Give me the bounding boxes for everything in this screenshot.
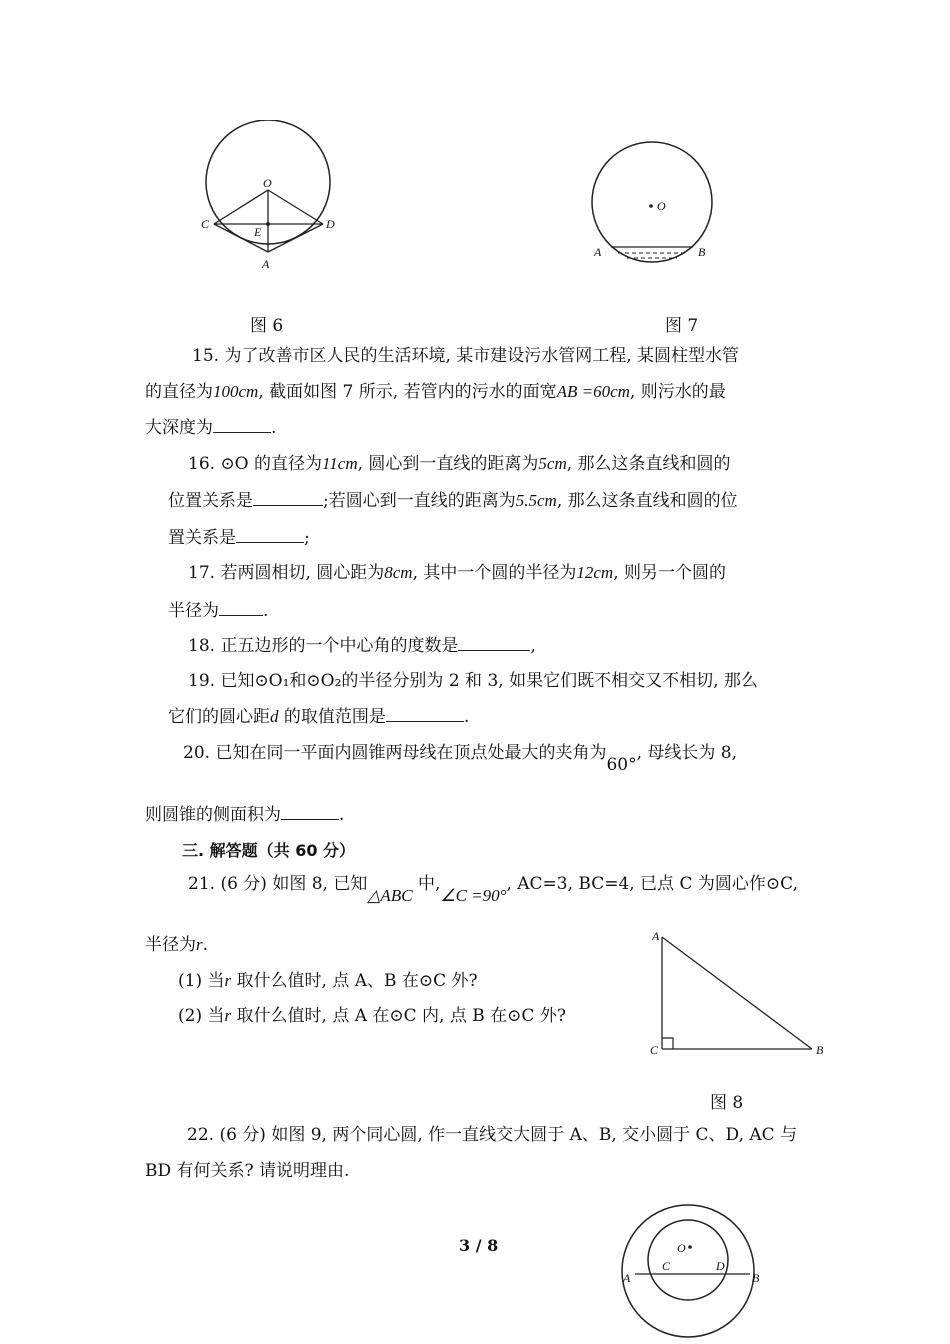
fig8-right-angle-mark [662,1038,673,1049]
fig6-label-e: E [254,225,262,239]
fig9-label-a: A [623,1271,631,1285]
fig6-line-da [268,224,323,252]
q18-line-1: 18. 正五边形的一个中心角的度数是 , [188,636,536,656]
q19-line-1: 19. 已知⊙O₁和⊙O₂的半径分别为 2 和 3, 如果它们既不相交又不相切, 那么 [188,671,758,691]
fig9-label-b: B [752,1271,760,1285]
q16-answer-blank-1[interactable] [253,491,323,506]
fig6-point-e [266,222,270,226]
q22-line-1: 22. (6 分) 如图 9, 两个同心圆, 作一直线交大圆于 A、B, 交小圆于 C、D, AC 与 [187,1125,798,1145]
q22-line-2: BD 有何关系? 请说明理由. [145,1161,350,1181]
fig6-label-d: D [326,217,335,231]
fig8-label-c: C [650,1043,659,1057]
q21-part-1: (1) 当r 取什么值时, 点 A、B 在⊙C 外? [178,971,478,991]
fig7-label-o: O [657,199,666,213]
fig9-center-dot [688,1245,692,1249]
figure-7-caption: 图 7 [665,316,699,336]
q17-line-1: 17. 若两圆相切, 圆心距为8cm, 其中一个圆的半径为12cm, 则另一个圆的 [188,563,727,583]
q21-part-2: (2) 当r 取什么值时, 点 A 在⊙C 内, 点 B 在⊙C 外? [178,1006,566,1026]
q16-answer-blank-2[interactable] [236,528,304,543]
fig7-label-b: B [698,245,706,259]
fig6-line-oc [214,190,268,224]
page-number: 3 / 8 [459,1236,499,1255]
fig9-label-d: D [716,1259,725,1273]
q15-line-3: 大深度为 . [145,418,277,438]
fig8-label-b: B [816,1043,824,1057]
q16-line-1: 16. ⊙O 的直径为11cm, 圆心到一直线的距离为5cm, 那么这条直线和圆的 [188,454,731,474]
q21-line-1: 21. (6 分) 如图 8, 已知△ABC 中,∠C =90°, AC=3, BC=4, 已点 C 为圆心作⊙C, [188,874,798,905]
fig8-side-ab [662,937,812,1049]
fig6-label-a: A [262,257,270,271]
fig8-label-a: A [652,929,660,943]
q17-answer-blank[interactable] [219,601,263,616]
q18-answer-blank[interactable] [458,636,530,651]
figure-6-caption: 图 6 [250,316,284,336]
q16-line-3: 置关系是 ; [168,528,310,548]
fig9-label-o: O [677,1241,686,1255]
q16-line-2: 位置关系是 ;若圆心到一直线的距离为5.5cm, 那么这条直线和圆的位 [168,491,738,511]
fig6-label-c: C [201,217,210,231]
q15-line-1: 15. 为了改善市区人民的生活环境, 某市建设污水管网工程, 某圆柱型水管 [192,346,740,366]
q17-line-2: 半径为 . [168,601,269,621]
figure-8-caption: 图 8 [710,1093,744,1113]
fig7-label-a: A [594,245,602,259]
q19-answer-blank[interactable] [386,707,464,722]
figure-8 [645,925,835,1060]
fig7-center-dot [649,204,653,208]
q20-answer-blank[interactable] [281,805,339,820]
q21-line-2: 半径为r. [145,935,209,955]
q15-answer-blank[interactable] [213,418,271,433]
fig6-label-o: O [263,176,272,190]
section-3-heading: 三. 解答题（共 60 分） [182,841,356,860]
q20-line-2: 则圆锥的侧面积为 . [145,805,345,825]
q15-line-2: 的直径为100cm, 截面如图 7 所示, 若管内的污水的面宽AB =60cm, 则污水的最 [145,382,726,402]
fig9-outer-circle [622,1205,754,1337]
figure-9 [615,1190,775,1344]
fig7-circle [592,142,712,262]
fig9-label-c: C [662,1259,671,1273]
figure-6 [195,120,345,275]
q19-line-2: 它们的圆心距d 的取值范围是 . [168,707,470,727]
fig6-line-od [268,190,323,224]
q20-line-1: 20. 已知在同一平面内圆锥两母线在顶点处最大的夹角为60°, 母线长为 8, [183,743,738,775]
figure-7 [585,140,720,270]
